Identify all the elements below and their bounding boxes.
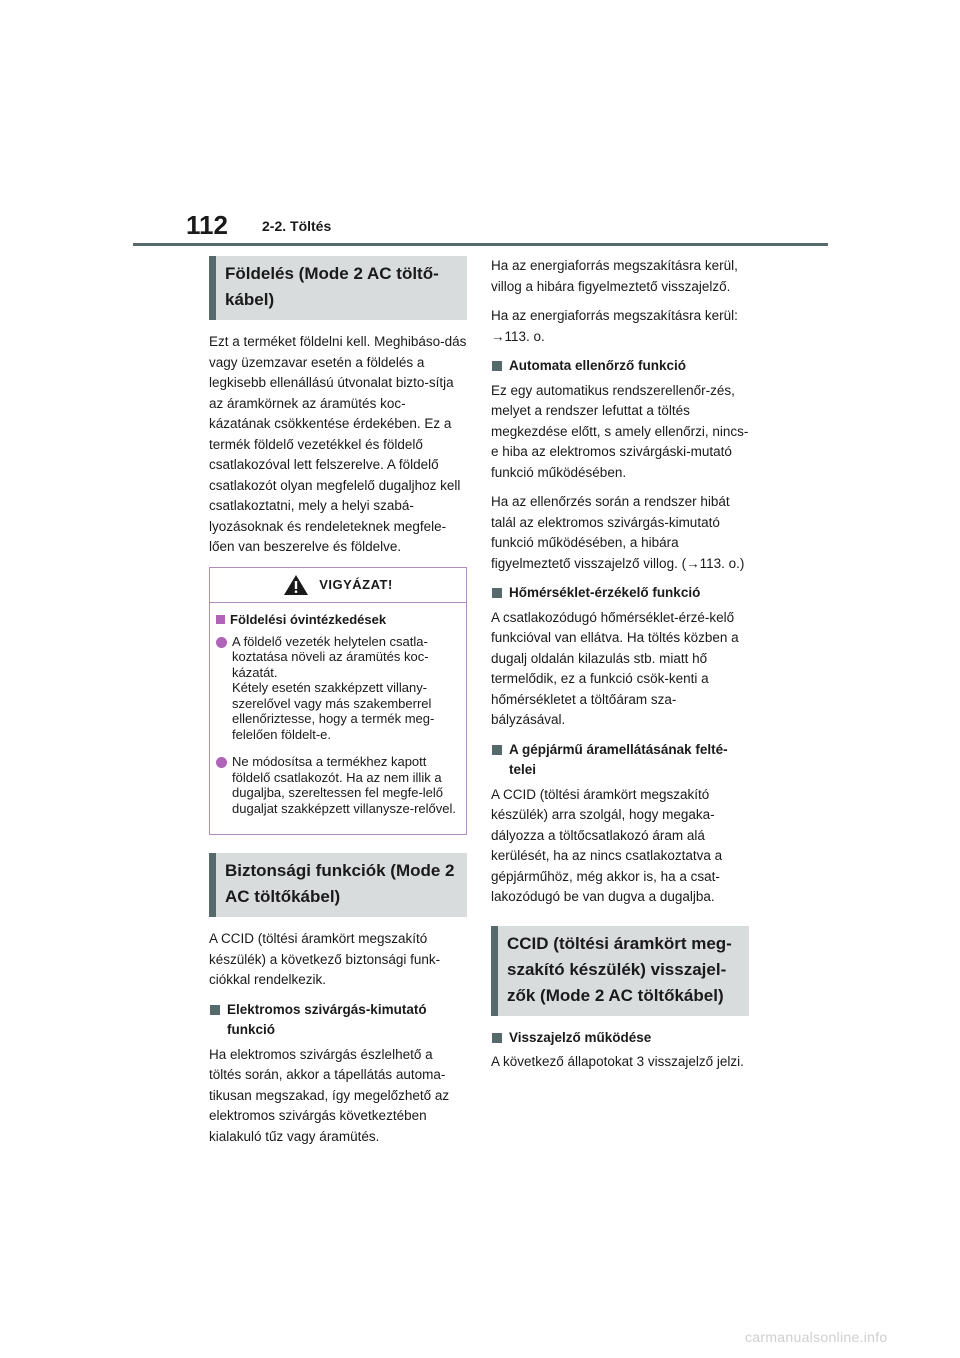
- square-bullet-icon: [492, 745, 502, 755]
- round-bullet-icon: [216, 637, 227, 648]
- warning-bullet: [216, 754, 458, 816]
- header-divider: [133, 243, 828, 246]
- leakage-subheading-text: Elektromos szivárgás-kimutató funkció: [227, 1001, 427, 1037]
- warning-box: [209, 567, 467, 836]
- auto-check-subheading: [491, 356, 749, 377]
- auto-check-text-1: Ez egy automatikus rendszerellenőr-zés, melyet a rendszer lefuttat a töltés megkezdése előtt, s amely ellenőrzi, nincs-e hiba az elektromos szivárgáski-mutató funkció működésében.: [491, 382, 749, 480]
- watermark: carmanualsonline.info: [745, 1329, 888, 1345]
- warning-bullet-text: A földelő vezeték helytelen csatla-koztatása növeli az áramütés koc-kázatát. Kétely esetén szakképzett villany-szerelővel vagy más szakemberrel ellenőriztesse, hogy a termék meg-felelően földelt-e.: [232, 633, 435, 742]
- warning-triangle-icon: [283, 574, 309, 596]
- square-bullet-icon: [492, 361, 502, 371]
- power-interrupt-text: Ha az energiaforrás megszakításra kerül, villog a hibára figyelmeztető visszajelző.: [491, 258, 738, 294]
- round-bullet-icon: [216, 757, 227, 768]
- warning-title: VIGYÁZAT!: [319, 577, 393, 592]
- power-interrupt-ref: Ha az energiaforrás megszakításra kerül: →113. o.: [491, 308, 738, 344]
- square-bullet-icon: [210, 1005, 220, 1015]
- warning-body: [210, 603, 466, 835]
- temperature-subheading: [491, 583, 749, 604]
- warning-subheading-text: Földelési óvintézkedések: [230, 611, 387, 627]
- leakage-text: Ha elektromos szivárgás észlelhető a töltés során, akkor a tápellátás automa-tikusan megszakad, így megelőzhető az elektromos szivárgás következtében kialakuló tűz vagy áramütés.: [209, 1046, 450, 1144]
- square-bullet-icon: [216, 615, 225, 624]
- right-column: [491, 256, 749, 1082]
- temperature-subheading-text: Hőmérséklet-érzékelő funkció: [509, 585, 701, 600]
- safety-heading: Biztonsági funkciók (Mode 2 AC töltőkábel): [209, 853, 467, 917]
- indicator-subheading-text: Visszajelző működése: [509, 1029, 652, 1045]
- page-number: 112: [186, 210, 228, 240]
- left-column: [209, 256, 467, 1156]
- warning-bullet: [216, 634, 458, 743]
- section-title: 2-2. Töltés: [262, 218, 332, 234]
- auto-check-subheading-text: Automata ellenőrző funkció: [509, 358, 687, 373]
- warning-header: [210, 568, 466, 603]
- warning-subheading: [216, 611, 458, 628]
- ccid-heading: CCID (töltési áramkört meg-szakító készülék) visszajel-zők (Mode 2 AC töltőkábel): [491, 926, 749, 1016]
- vehicle-power-subheading: [491, 740, 749, 781]
- grounding-heading: Földelés (Mode 2 AC töltő-kábel): [209, 256, 467, 320]
- indicator-text: A következő állapotokat 3 visszajelző jelzi.: [491, 1054, 744, 1069]
- square-bullet-icon: [492, 588, 502, 598]
- temperature-text: A csatlakozódugó hőmérséklet-érzé-kelő funkcióval van ellátva. Ha töltés közben a dugalj oldalán kilazulás stb. miatt hő termelődik, ez a funkció csök-kenti a hőmérsékletet a töltőáram sza-bályzásával.: [491, 609, 739, 727]
- auto-check-text-2: Ha az ellenőrzés során a rendszer hibát talál az elektromos szivárgás-kimutató funkció működésében, a hibára figyelmeztető visszajelző villog. (→113. o.): [491, 494, 745, 571]
- vehicle-power-subheading-text: A gépjármű áramellátásának felté-telei: [509, 741, 728, 777]
- square-bullet-icon: [492, 1033, 502, 1043]
- indicator-subheading: [491, 1028, 749, 1049]
- grounding-text: Ezt a terméket földelni kell. Meghibáso-dás vagy üzemzavar esetén a földelés a legkisebb ellenállású útvonalat bizto-sítja az áramkörnek az áramütés koc-kázatának csökkentése érdekében. Ez a termék földelő vezetékkel és földelő csatlakozóval lett felszerelve. A földelő csatlakozót olyan megfelelő dugaljhoz kell csatlakoztatni, mely a helyi szabá-lyozásoknak és rendeleteknek megfele-lően van beszerelve és földelve.: [209, 334, 467, 554]
- safety-intro: A CCID (töltési áramkört megszakító készülék) a következő biztonsági funk-ciókkal rendelkezik.: [209, 931, 441, 987]
- warning-bullet-text: Ne módosítsa a termékhez kapott földelő csatlakozót. Ha az nem illik a dugaljba, szereltessen fel megfe-lelő dugaljat szakképzett villanysze-relővel.: [232, 754, 456, 816]
- leakage-subheading: [209, 1000, 467, 1041]
- vehicle-power-text: A CCID (töltési áramkört megszakító készülék) arra szolgál, hogy megaka-dályozza a töltőcsatlakozó áram alá kerülését, ha az nincs csatlakoztatva a gépjárműhöz, még akkor is, ha a csat-lakozódugó be van dugva a dugaljba.: [491, 786, 723, 904]
